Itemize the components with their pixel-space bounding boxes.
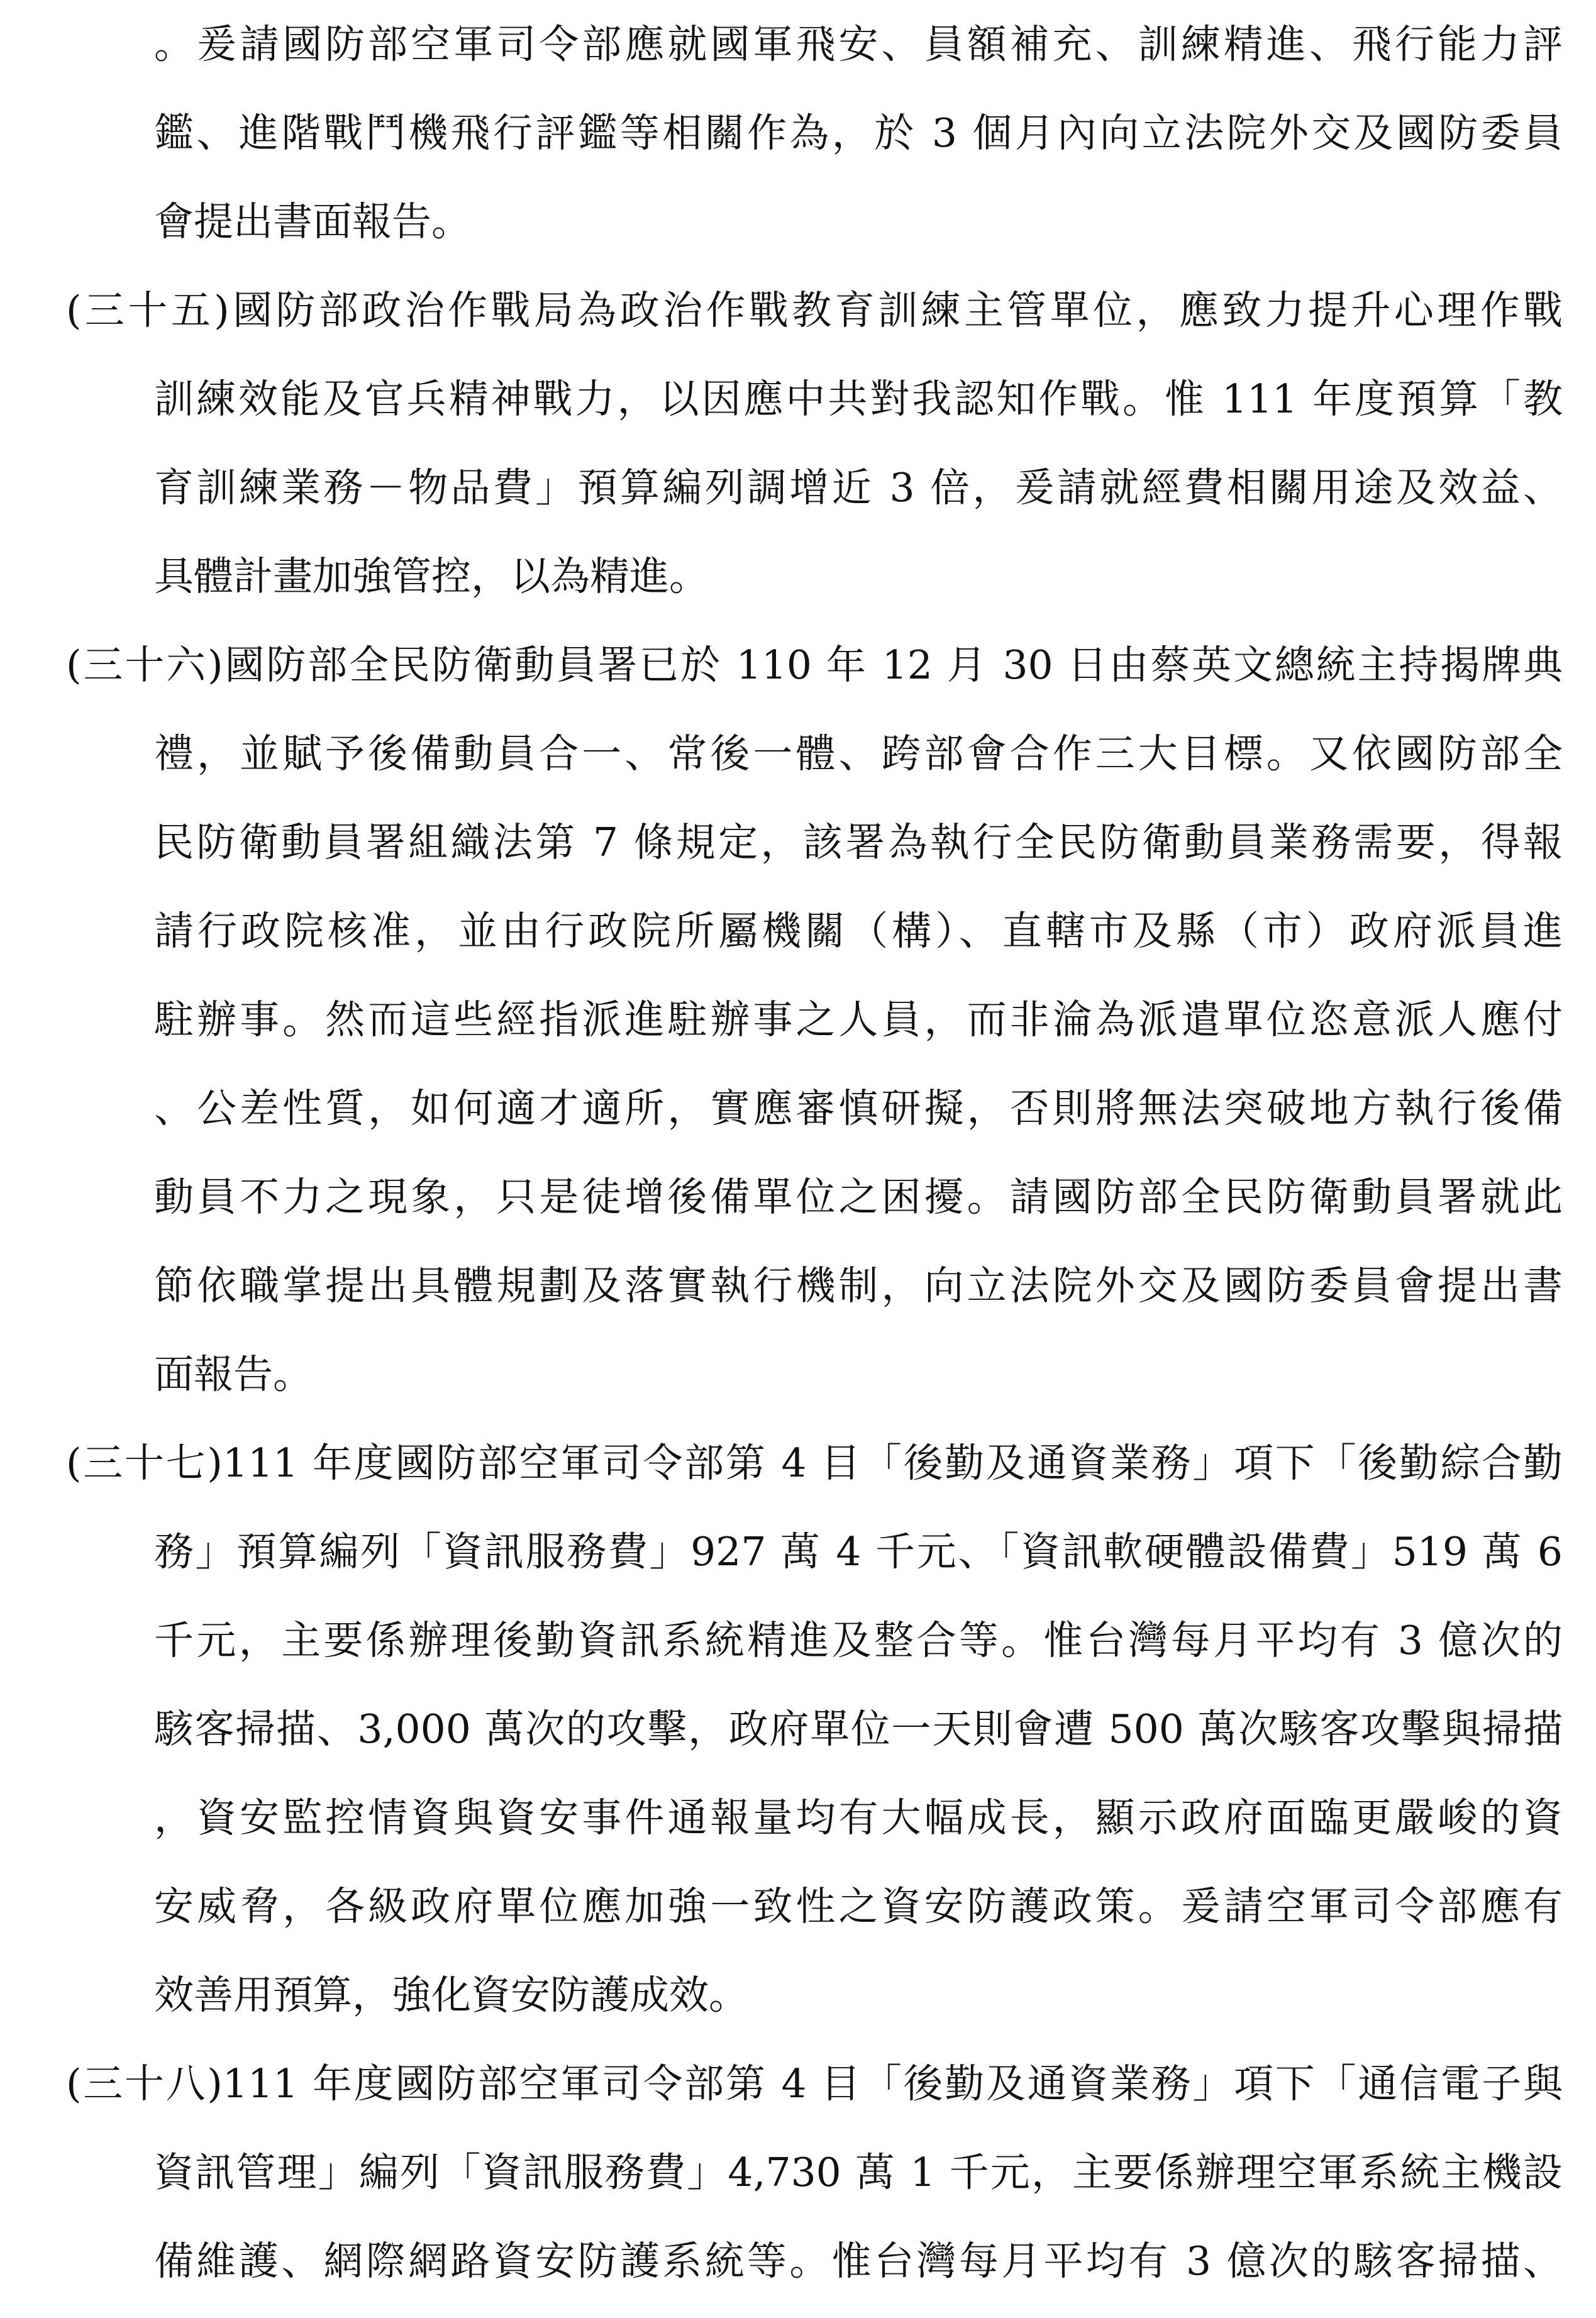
item-36-heading: (三十六)國防部全民防衛動員署已於 110 年 12 月 30 日由蔡英文總統主持揭牌典 [66, 642, 1563, 688]
text-line: 面報告。 [154, 1351, 313, 1397]
text-line: 禮，並賦予後備動員合一、常後一體、跨部會合作三大目標。又依國防部全 [154, 731, 1563, 777]
text-line: 備維護、網際網路資安防護系統等。惟台灣每月平均有 3 億次的駭客掃描、 [154, 2238, 1563, 2284]
text-line: 千元，主要係辦理後勤資訊系統精進及整合等。惟台灣每月平均有 3 億次的 [154, 1617, 1563, 1663]
text-line: 駐辦事。然而這些經指派進駐辦事之人員，而非淪為派遣單位恣意派人應付 [154, 997, 1563, 1043]
text-line: 效善用預算，強化資安防護成效。 [154, 1972, 748, 2018]
text-line: 。爰請國防部空軍司令部應就國軍飛安、員額補充、訓練精進、飛行能力評 [154, 21, 1563, 67]
text-line: 民防衛動員署組織法第 7 條規定，該署為執行全民防衛動員業務需要，得報 [154, 819, 1563, 865]
text-line: 動員不力之現象，只是徒增後備單位之困擾。請國防部全民防衛動員署就此 [154, 1174, 1563, 1220]
text-line: 會提出書面報告。 [154, 199, 471, 245]
text-line: 安威脅，各級政府單位應加強一致性之資安防護政策。爰請空軍司令部應有 [154, 1883, 1563, 1929]
text-line: 資訊管理」編列「資訊服務費」4,730 萬 1 千元，主要係辦理空軍系統主機設 [154, 2149, 1563, 2195]
text-line: 育訓練業務－物品費」預算編列調增近 3 倍，爰請就經費相關用途及效益、 [154, 465, 1563, 511]
text-line: 節依職掌提出具體規劃及落實執行機制，向立法院外交及國防委員會提出書 [154, 1263, 1563, 1309]
text-line: 請行政院核准，並由行政院所屬機關（構）、直轄市及縣（市）政府派員進 [154, 908, 1563, 954]
item-37-heading: (三十七)111 年度國防部空軍司令部第 4 目「後勤及通資業務」項下「後勤綜合勤 [66, 1440, 1563, 1486]
text-line: 、公差性質，如何適才適所，實應審慎研擬，否則將無法突破地方執行後備 [154, 1085, 1563, 1131]
item-35-heading: (三十五)國防部政治作戰局為政治作戰教育訓練主管單位，應致力提升心理作戰 [66, 287, 1563, 333]
item-38-heading: (三十八)111 年度國防部空軍司令部第 4 目「後勤及通資業務」項下「通信電子與 [66, 2061, 1563, 2107]
text-line: 鑑、進階戰鬥機飛行評鑑等相關作為，於 3 個月內向立法院外交及國防委員 [154, 110, 1563, 156]
text-line: 具體計畫加強管控，以為精進。 [154, 553, 709, 599]
text-line: 訓練效能及官兵精神戰力，以因應中共對我認知作戰。惟 111 年度預算「教 [154, 376, 1563, 422]
text-line: 駭客掃描、3,000 萬次的攻擊，政府單位一天則會遭 500 萬次駭客攻擊與掃描 [154, 1706, 1563, 1752]
text-line: ，資安監控情資與資安事件通報量均有大幅成長，顯示政府面臨更嚴峻的資 [154, 1795, 1563, 1841]
text-line: 務」預算編列「資訊服務費」927 萬 4 千元、「資訊軟硬體設備費」519 萬 6 [154, 1529, 1563, 1575]
